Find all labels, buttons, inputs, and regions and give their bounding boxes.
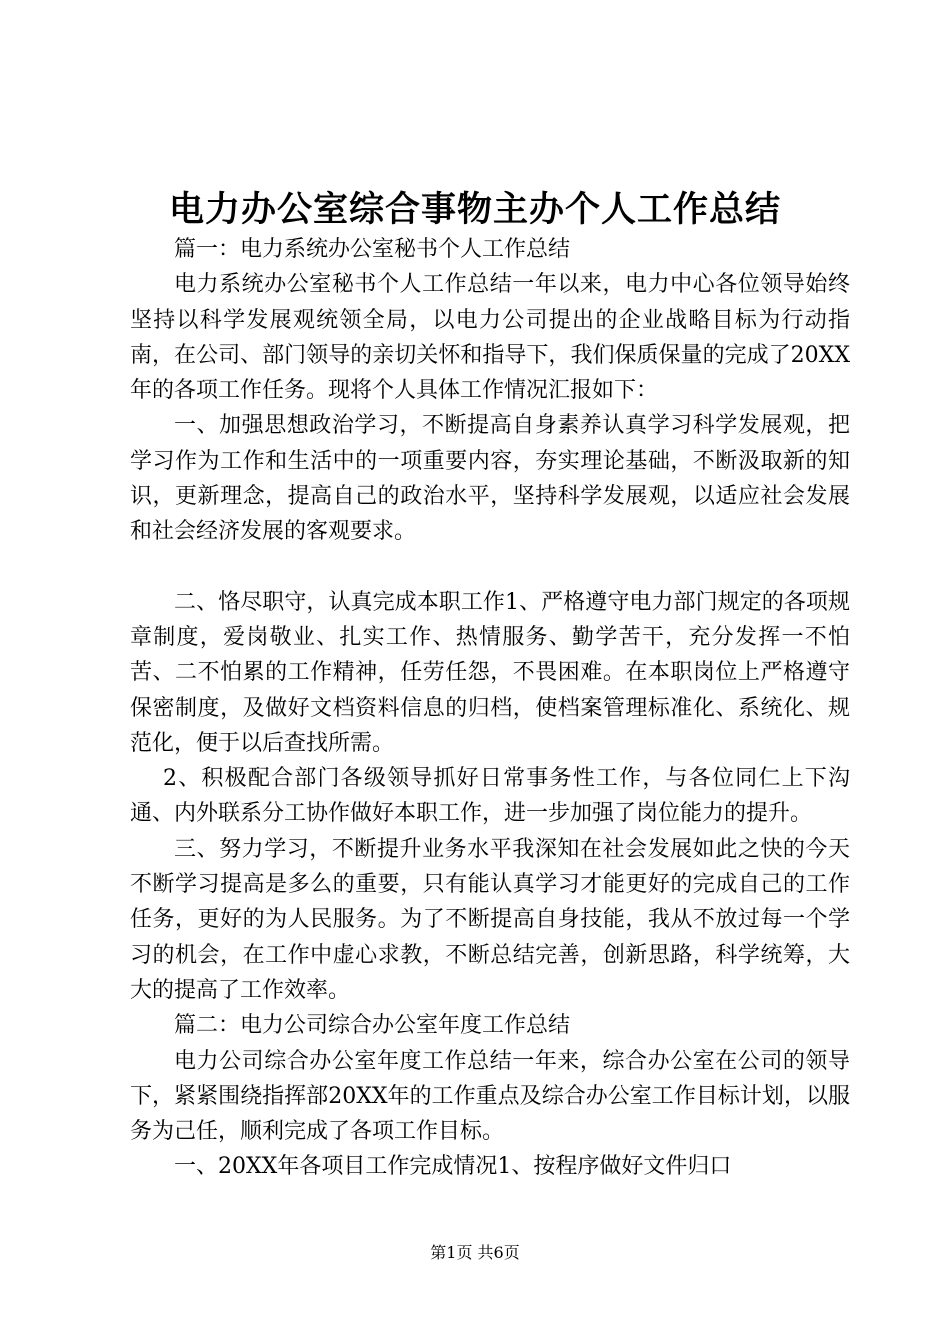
document-body: [130, 232, 850, 1185]
page-number: 第1页 共6页: [430, 1243, 520, 1262]
paragraph-intro-2: 电力公司综合办公室年度工作总结一年来，综合办公室在公司的领导下，紧紧围绕指挥部20XX年的工作重点及综合办公室工作目标计划，以服务为己任，顺利完成了各项工作目标。: [130, 1048, 850, 1145]
paragraph-point-2: 二、恪尽职守，认真完成本职工作1、严格遵守电力部门规定的各项规章制度，爱岗敬业、扎实工作、热情服务、勤学苦干，充分发挥一不怕苦、二不怕累的工作精神，任劳任怨，不畏困难。在本职岗位上严格遵守保密制度，及做好文档资料信息的归档，使档案管理标准化、系统化、规范化，便于以后查找所需。: [130, 589, 850, 756]
paragraph-intro-1: 电力系统办公室秘书个人工作总结一年以来，电力中心各位领导始终坚持以科学发展观统领全局，以电力公司提出的企业战略目标为行动指南，在公司、部门领导的亲切关怀和指导下，我们保质保量的完成了20XX年的各项工作任务。现将个人具体工作情况汇报如下：: [130, 272, 850, 404]
section-heading-1: 篇一：电力系统办公室秘书个人工作总结: [174, 237, 571, 262]
document-title: 电力办公室综合事物主办个人工作总结: [168, 189, 781, 230]
paragraph-point-2-1: 一、20XX年各项目工作完成情况1、按程序做好文件归口: [174, 1154, 732, 1180]
paragraph-point-2-sub: 2、积极配合部门各级领导抓好日常事务性工作，与各位同仁上下沟通、内外联系分工协作做好本职工作，进一步加强了岗位能力的提升。: [130, 766, 850, 827]
paragraph-point-1: 一、加强思想政治学习，不断提高自身素养认真学习科学发展观，把学习作为工作和生活中的一项重要内容，夯实理论基础，不断汲取新的知识，更新理念，提高自己的政治水平，坚持科学发展观，以适应社会发展和社会经济发展的客观要求。: [130, 413, 850, 545]
section-heading-2: 篇二：电力公司综合办公室年度工作总结: [174, 1013, 571, 1039]
paragraph-point-3: 三、努力学习，不断提升业务水平我深知在社会发展如此之快的今天不断学习提高是多么的重要，只有能认真学习才能更好的完成自己的工作任务，更好的为人民服务。为了不断提高自身技能，我从不放过每一个学习的机会，在工作中虚心求教，不断总结完善，创新思路，科学统筹，大大的提高了工作效率。: [130, 836, 850, 1003]
